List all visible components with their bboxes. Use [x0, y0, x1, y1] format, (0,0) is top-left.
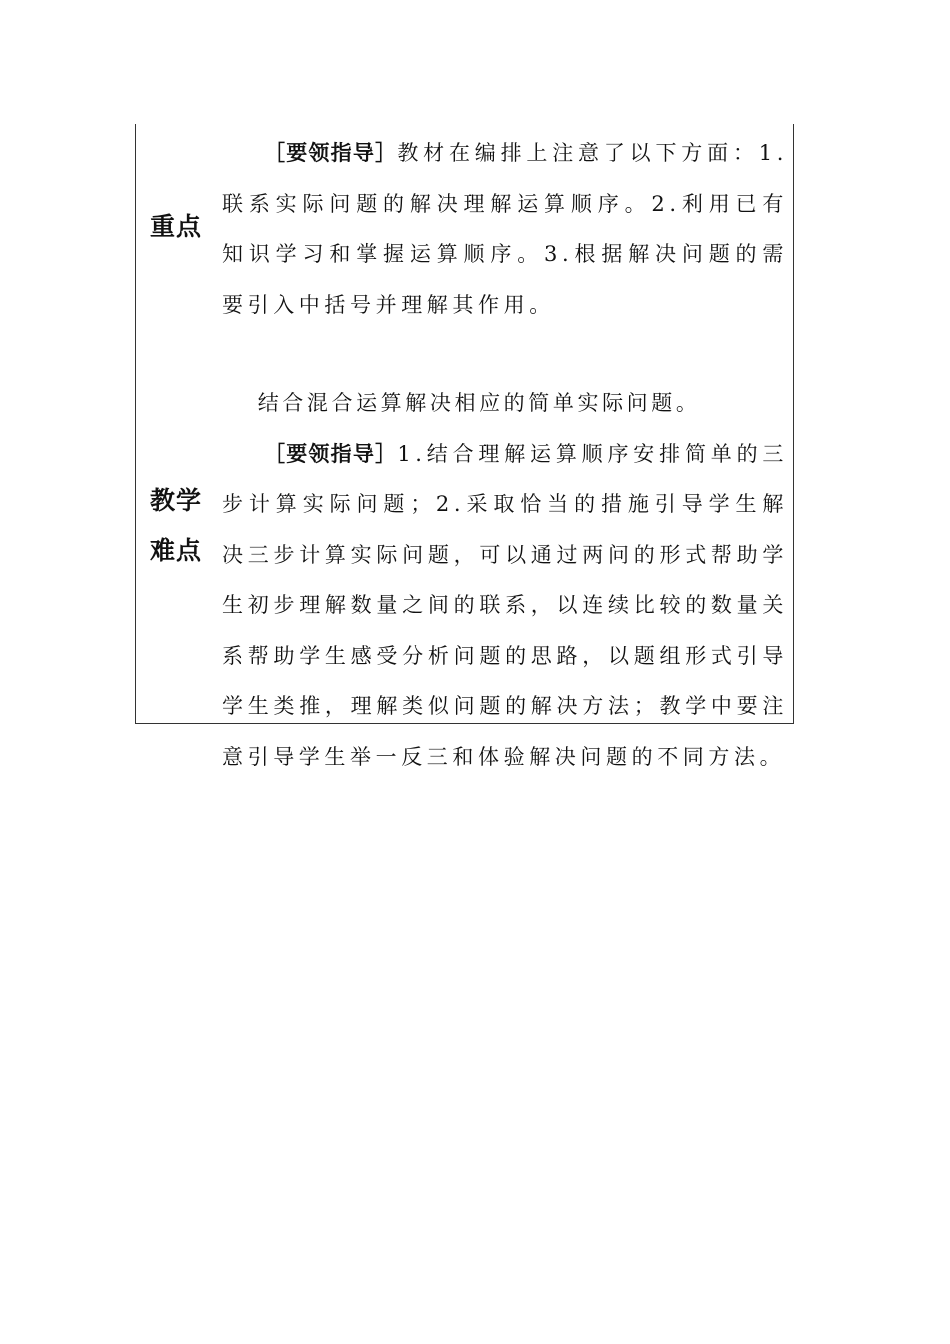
key-point-label: 重点 [149, 212, 202, 241]
difficulty-content [222, 378, 788, 782]
key-point-content [222, 128, 788, 330]
difficulty-paragraph [222, 429, 788, 783]
key-point-paragraph [222, 128, 788, 330]
difficulty-summary: 结合混合运算解决相应的简单实际问题。 [257, 391, 701, 415]
lesson-table [135, 124, 794, 769]
guide-tag: ［要领指导］ [264, 141, 398, 165]
key-point-guide-text: 教材在编排上注意了以下方面：1.联系实际问题的解决理解运算顺序。2.利用已有知识学习和掌握运算顺序。3.根据解决问题的需要引入中括号并理解其作用。 [222, 141, 788, 317]
difficulty-label-line2: 难点 [149, 536, 202, 565]
difficulty-label-line1: 教学 [149, 486, 202, 515]
guide-tag: ［要领指导］ [264, 441, 398, 466]
difficulty-guide-text: 1.结合理解运算顺序安排简单的三步计算实际问题；2.采取恰当的措施引导学生解决三步计算实际问题，可以通过两问的形式帮助学生初步理解数量之间的联系，以连续比较的数量关系帮助学生感受分析问题的思路，以题组形式引导学生类推，理解类似问题的解决方法；教学中要注意引导学生举一反三和体验解决问题的不同方法。 [222, 441, 788, 769]
difficulty-label [136, 476, 216, 576]
